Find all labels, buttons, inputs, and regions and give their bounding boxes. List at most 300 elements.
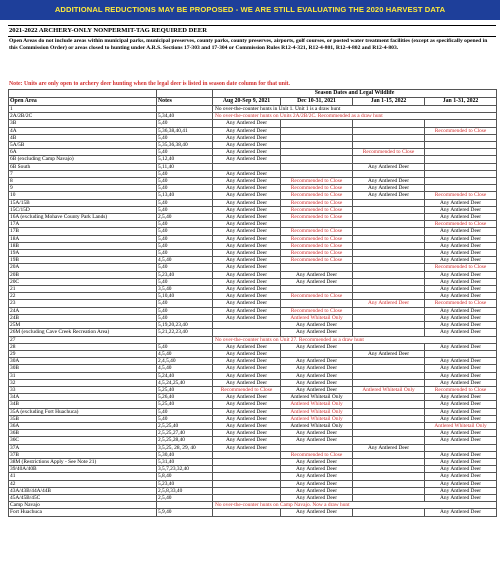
season-cell [213, 494, 281, 501]
notes-cell: 2,5,40 [157, 214, 213, 221]
season-cell: Recommended to Close [425, 127, 497, 134]
open-area-cell: 8 [9, 178, 157, 185]
season-cell: Any Antlered Deer [425, 228, 497, 235]
table-row [9, 142, 497, 149]
open-area-cell: 45A/45B/45C [9, 494, 157, 501]
season-cell [281, 149, 353, 156]
season-cell: Recommended to Close [425, 300, 497, 307]
season-cell: Any Antlered Deer [213, 257, 281, 264]
season-cell [281, 156, 353, 163]
season-cell: Any Antlered Deer [425, 214, 497, 221]
notes-cell: 5,40 [157, 235, 213, 242]
season-cell [213, 473, 281, 480]
season-cell [353, 415, 425, 422]
open-area-cell: Camp Navajo [9, 502, 157, 509]
season-cell: Antlered Whitetail Only [281, 394, 353, 401]
open-area-cell: 16A (excluding Mohave County Park Lands) [9, 214, 157, 221]
table-row [9, 451, 497, 458]
notes-cell: 5,40 [157, 415, 213, 422]
table-row [9, 257, 497, 264]
column-header-open-area: Open Area [9, 98, 157, 106]
open-area-cell: 38M (Restrictions Apply - See Note 21) [9, 458, 157, 465]
open-area-cell: 30A [9, 358, 157, 365]
season-cell [353, 394, 425, 401]
notes-cell: 5,34,40 [157, 113, 213, 120]
season-cell [353, 480, 425, 487]
notes-cell: 5,12,40 [157, 156, 213, 163]
notes-cell: 5,40 [157, 170, 213, 177]
season-cell: Any Antlered Deer [213, 242, 281, 249]
season-cell [281, 350, 353, 357]
season-cell [353, 120, 425, 127]
season-cell: Any Antlered Deer [281, 473, 353, 480]
season-cell: Any Antlered Deer [213, 214, 281, 221]
season-cell: Any Antlered Deer [213, 343, 281, 350]
season-cell: Any Antlered Deer [213, 149, 281, 156]
season-cell: Any Antlered Deer [425, 466, 497, 473]
season-cell [353, 278, 425, 285]
season-cell: Any Antlered Deer [213, 221, 281, 228]
open-area-cell: 18B [9, 242, 157, 249]
season-cell: Any Antlered Deer [213, 170, 281, 177]
season-cell [353, 206, 425, 213]
season-cell: Recommended to Close [281, 192, 353, 199]
open-area-cell: 32 [9, 379, 157, 386]
season-cell: Any Antlered Deer [353, 163, 425, 170]
season-cell [353, 214, 425, 221]
table-row [9, 350, 497, 357]
open-area-cell: 19B [9, 257, 157, 264]
table-row [9, 214, 497, 221]
season-cell: Any Antlered Deer [425, 343, 497, 350]
open-area-cell: 3B [9, 120, 157, 127]
season-cell [353, 458, 425, 465]
season-cell: Any Antlered Deer [213, 422, 281, 429]
table-row [9, 242, 497, 249]
table-row [9, 199, 497, 206]
table-row [9, 415, 497, 422]
season-cell: Any Antlered Deer [281, 343, 353, 350]
notes-cell: 2,5,25,27,40 [157, 430, 213, 437]
season-cell [425, 350, 497, 357]
open-area-cell: 2A/2B/2C [9, 113, 157, 120]
season-cell [425, 142, 497, 149]
season-cell: Any Antlered Deer [425, 307, 497, 314]
season-cell [213, 466, 281, 473]
table-row [9, 185, 497, 192]
table-header-row [9, 98, 497, 106]
season-cell: Any Antlered Deer [425, 329, 497, 336]
season-cell: Any Antlered Deer [353, 350, 425, 357]
season-cell [353, 329, 425, 336]
season-cell: Any Antlered Deer [425, 494, 497, 501]
season-cell [353, 509, 425, 516]
season-cell [353, 314, 425, 321]
season-cell: Any Antlered Deer [425, 401, 497, 408]
table-body [9, 106, 497, 517]
season-cell: Any Antlered Deer [425, 271, 497, 278]
notes-cell: 4,5,40 [157, 365, 213, 372]
season-cell: Any Antlered Deer [213, 185, 281, 192]
season-cell: Any Antlered Deer [281, 329, 353, 336]
season-cell [281, 170, 353, 177]
notes-cell: 5,11,40 [157, 163, 213, 170]
season-cell [213, 487, 281, 494]
notes-cell: 5,40 [157, 185, 213, 192]
season-cell [353, 379, 425, 386]
table-row [9, 466, 497, 473]
season-cell [213, 322, 281, 329]
season-cell [353, 307, 425, 314]
season-cell: Any Antlered Deer [281, 379, 353, 386]
table-row [9, 278, 497, 285]
table-group-header-row [9, 90, 497, 98]
open-area-cell: 6B South [9, 163, 157, 170]
season-cell: Any Antlered Deer [425, 286, 497, 293]
season-cell [353, 257, 425, 264]
open-area-cell: 10 [9, 192, 157, 199]
open-area-cell: 27 [9, 336, 157, 343]
season-cell [353, 134, 425, 141]
season-cell: Any Antlered Deer [425, 372, 497, 379]
season-cell: Recommended to Close [281, 199, 353, 206]
notes-cell: 3,5,40 [157, 286, 213, 293]
season-cell [281, 221, 353, 228]
season-cell [353, 466, 425, 473]
notes-cell: 3,5,25, 28, 29, 40 [157, 444, 213, 451]
table-row [9, 127, 497, 134]
season-cell [353, 487, 425, 494]
season-cell [353, 235, 425, 242]
season-cell [425, 444, 497, 451]
open-area-cell: 17B [9, 228, 157, 235]
notes-cell: 5,10,40 [157, 293, 213, 300]
notes-cell: 5,40 [157, 134, 213, 141]
season-dates-header: Season Dates and Legal Wildlife [213, 90, 497, 98]
season-cell: Recommended to Close [281, 451, 353, 458]
open-area-cell: 36B [9, 430, 157, 437]
season-cell: Recommended to Close [281, 214, 353, 221]
open-area-cell: 21 [9, 286, 157, 293]
season-cell [353, 365, 425, 372]
table-row [9, 228, 497, 235]
table-row [9, 358, 497, 365]
table-row [9, 430, 497, 437]
intro-paragraph: Open Areas do not include areas within municipal parks, municipal preserves, county parks, county preserves, airports, golf courses, or posted water treatment facilities (except as specifically opened in this Commission Order) or areas closed to hunting under A.R.S. Sections 17-303 and 17-304 or Commission Rules R12-4-321, R12-4-801, R12-4-802 and R12-4-803. [9, 38, 488, 52]
season-cell [353, 142, 425, 149]
table-row [9, 386, 497, 393]
season-cell: Recommended to Close [425, 221, 497, 228]
season-cell [425, 163, 497, 170]
table-row [9, 329, 497, 336]
notes-cell: 4,5,40 [157, 257, 213, 264]
table-row [9, 271, 497, 278]
table-row [9, 113, 497, 120]
season-cell: Any Antlered Deer [425, 379, 497, 386]
season-cell: Any Antlered Deer [213, 156, 281, 163]
open-area-cell: 34B [9, 401, 157, 408]
table-row [9, 192, 497, 199]
season-cell: Any Antlered Deer [281, 358, 353, 365]
season-cell [353, 250, 425, 257]
table-row [9, 379, 497, 386]
season-cell [353, 473, 425, 480]
season-cell [353, 430, 425, 437]
season-cell: Recommended to Close [213, 386, 281, 393]
season-cell: Any Antlered Deer [281, 480, 353, 487]
notes-cell: 5,21,22,23,40 [157, 329, 213, 336]
table-row [9, 322, 497, 329]
season-cell: Antlered Whitetail Only [281, 408, 353, 415]
top-banner: ADDITIONAL REDUCTIONS MAY BE PROPOSED - WE ARE STILL EVALUATING THE 2020 HARVEST DATA [0, 0, 500, 20]
open-area-cell: 9 [9, 185, 157, 192]
table-row [9, 235, 497, 242]
table-row [9, 458, 497, 465]
notes-cell: 4,5,40 [157, 350, 213, 357]
open-area-cell: 37B [9, 451, 157, 458]
season-cell: Any Antlered Deer [281, 386, 353, 393]
open-area-cell: 15A/15B [9, 199, 157, 206]
season-cell [281, 120, 353, 127]
season-cell: Any Antlered Deer [213, 228, 281, 235]
season-cell: Recommended to Close [281, 235, 353, 242]
season-cell: Any Antlered Deer [213, 437, 281, 444]
season-cell: Any Antlered Deer [353, 178, 425, 185]
season-cell [281, 444, 353, 451]
open-area-cell: 28 [9, 343, 157, 350]
notes-cell: 5,35,36,38,40 [157, 142, 213, 149]
table-row [9, 422, 497, 429]
season-span-note: No over-the-counter hunts on Units 2A/2B/2C. Recommended as a draw hunt [213, 113, 497, 120]
season-cell: Any Antlered Deer [281, 430, 353, 437]
table-row [9, 343, 497, 350]
open-area-cell: 23 [9, 300, 157, 307]
season-cell: Any Antlered Deer [213, 293, 281, 300]
notes-cell: 5,23,40 [157, 480, 213, 487]
table-row [9, 494, 497, 501]
season-cell: Any Antlered Deer [213, 235, 281, 242]
notes-cell: 3,5,7,23,32,40 [157, 466, 213, 473]
season-cell: Recommended to Close [281, 185, 353, 192]
notes-cell: 5,40 [157, 408, 213, 415]
season-cell: Antlered Whitetail Only [353, 386, 425, 393]
open-area-cell: 18A [9, 235, 157, 242]
table-row [9, 250, 497, 257]
season-cell [353, 408, 425, 415]
header-spacer [9, 90, 157, 98]
open-area-cell: 20A [9, 264, 157, 271]
open-area-cell: 15C/15D [9, 206, 157, 213]
season-cell [425, 178, 497, 185]
notes-cell: 5,13,40 [157, 192, 213, 199]
season-cell: Recommended to Close [425, 264, 497, 271]
notes-cell: 5,40 [157, 250, 213, 257]
season-cell [213, 480, 281, 487]
notes-cell: 5,40 [157, 264, 213, 271]
table-row [9, 300, 497, 307]
season-cell [353, 494, 425, 501]
open-area-cell: 43A/43B/44A/44B [9, 487, 157, 494]
open-area-cell: 22 [9, 293, 157, 300]
open-area-cell: 24A [9, 307, 157, 314]
header-spacer [157, 90, 213, 98]
season-cell: Any Antlered Deer [213, 365, 281, 372]
table-row [9, 444, 497, 451]
table-row [9, 206, 497, 213]
table-row [9, 487, 497, 494]
season-cell: Any Antlered Deer [425, 199, 497, 206]
season-cell [353, 451, 425, 458]
season-cell: Antlered Whitetail Only [425, 422, 497, 429]
season-cell [353, 199, 425, 206]
season-cell: Any Antlered Deer [425, 437, 497, 444]
column-header-dec: Dec 10-31, 2021 [281, 98, 353, 106]
document-sheet [8, 25, 496, 517]
table-row [9, 134, 497, 141]
season-cell: Antlered Whitetail Only [281, 415, 353, 422]
column-header-notes: Notes [157, 98, 213, 106]
open-area-cell: 30B [9, 365, 157, 372]
notes-cell [157, 336, 213, 343]
table-row [9, 502, 497, 509]
notes-cell: 2,5,40 [157, 494, 213, 501]
season-cell: Any Antlered Deer [213, 120, 281, 127]
season-cell [213, 451, 281, 458]
notes-cell: 5,40 [157, 343, 213, 350]
season-cell: Recommended to Close [281, 250, 353, 257]
open-area-cell: 34A [9, 394, 157, 401]
season-span-note: No over-the-counter hunts on Camp Navajo. Now a draw hunt [213, 502, 497, 509]
table-row [9, 163, 497, 170]
open-area-cell: 20B [9, 271, 157, 278]
season-cell: Any Antlered Deer [425, 322, 497, 329]
column-header-jan-15: Jan 1-15, 2022 [353, 98, 425, 106]
notes-cell: 5,31,40 [157, 458, 213, 465]
season-cell: Any Antlered Deer [213, 250, 281, 257]
open-area-cell: 36C [9, 437, 157, 444]
season-cell [353, 437, 425, 444]
notes-cell: 5,40 [157, 242, 213, 249]
season-cell: Any Antlered Deer [425, 206, 497, 213]
column-header-jan-31: Jan 1-31, 2022 [425, 98, 497, 106]
season-cell: Any Antlered Deer [353, 192, 425, 199]
season-cell [281, 142, 353, 149]
season-cell: Any Antlered Deer [353, 185, 425, 192]
notes-cell: 5,40 [157, 307, 213, 314]
season-cell: Any Antlered Deer [213, 199, 281, 206]
season-cell [281, 264, 353, 271]
table-row [9, 401, 497, 408]
season-cell: Any Antlered Deer [281, 509, 353, 516]
season-cell: Any Antlered Deer [213, 278, 281, 285]
open-area-cell: 41 [9, 473, 157, 480]
notes-cell: 5,24,40 [157, 372, 213, 379]
season-cell: Antlered Whitetail Only [281, 314, 353, 321]
open-area-cell: 24B [9, 314, 157, 321]
season-cell: Any Antlered Deer [425, 408, 497, 415]
season-cell: Antlered Whitetail Only [281, 422, 353, 429]
season-cell [281, 134, 353, 141]
season-cell [213, 163, 281, 170]
season-cell: Recommended to Close [353, 149, 425, 156]
season-cell [425, 185, 497, 192]
table-row [9, 170, 497, 177]
notes-cell: 5,8,40 [157, 473, 213, 480]
notes-cell: 2,5,8,33,40 [157, 487, 213, 494]
season-cell: Any Antlered Deer [425, 480, 497, 487]
season-cell: Any Antlered Deer [281, 466, 353, 473]
season-cell [353, 271, 425, 278]
open-area-cell: 36A [9, 422, 157, 429]
season-cell [353, 401, 425, 408]
table-row [9, 293, 497, 300]
season-cell: Any Antlered Deer [281, 365, 353, 372]
open-area-cell: 4B [9, 134, 157, 141]
notes-cell: 2,5,25,28,40 [157, 437, 213, 444]
season-span-note: No over-the-counter hunts in Unit 1. Unit 1 is a draw hunt [213, 106, 497, 113]
table-row [9, 264, 497, 271]
column-header-aug: Aug 20-Sep 9, 2021 [213, 98, 281, 106]
season-cell [353, 422, 425, 429]
open-area-cell: 33 [9, 386, 157, 393]
open-area-cell: 5A/5B [9, 142, 157, 149]
season-cell: Recommended to Close [281, 307, 353, 314]
table-row [9, 156, 497, 163]
notes-cell: 5,40 [157, 120, 213, 127]
season-cell [353, 264, 425, 271]
season-cell: Any Antlered Deer [213, 358, 281, 365]
season-cell: Recommended to Close [281, 206, 353, 213]
open-area-cell: 29 [9, 350, 157, 357]
open-area-cell: 1 [9, 106, 157, 113]
season-cell: Any Antlered Deer [213, 307, 281, 314]
notes-cell: 2,4,5,40 [157, 358, 213, 365]
season-cell: Recommended to Close [425, 192, 497, 199]
season-cell: Any Antlered Deer [281, 278, 353, 285]
season-cell: Any Antlered Deer [281, 322, 353, 329]
season-cell [281, 286, 353, 293]
open-area-cell: 6A [9, 149, 157, 156]
season-cell [353, 358, 425, 365]
season-cell: Any Antlered Deer [425, 430, 497, 437]
season-cell: Any Antlered Deer [281, 494, 353, 501]
notes-cell: 5,40 [157, 314, 213, 321]
notes-cell: 5,30,40 [157, 451, 213, 458]
table-row [9, 307, 497, 314]
notes-cell: 5,40 [157, 178, 213, 185]
season-cell: Any Antlered Deer [213, 430, 281, 437]
season-cell [425, 170, 497, 177]
notes-cell: 5,40 [157, 199, 213, 206]
open-area-cell: 37A [9, 444, 157, 451]
season-cell: Any Antlered Deer [425, 278, 497, 285]
season-cell: Any Antlered Deer [213, 192, 281, 199]
season-cell: Any Antlered Deer [213, 134, 281, 141]
notes-cell: 5,23,40 [157, 271, 213, 278]
season-cell [281, 127, 353, 134]
season-cell: Any Antlered Deer [425, 487, 497, 494]
season-cell: Any Antlered Deer [425, 415, 497, 422]
season-cell: Recommended to Close [281, 228, 353, 235]
season-cell [353, 170, 425, 177]
table-row [9, 394, 497, 401]
table-row [9, 106, 497, 113]
season-cell: Any Antlered Deer [425, 257, 497, 264]
season-cell [213, 329, 281, 336]
table-row [9, 365, 497, 372]
season-cell [425, 120, 497, 127]
season-cell [353, 293, 425, 300]
